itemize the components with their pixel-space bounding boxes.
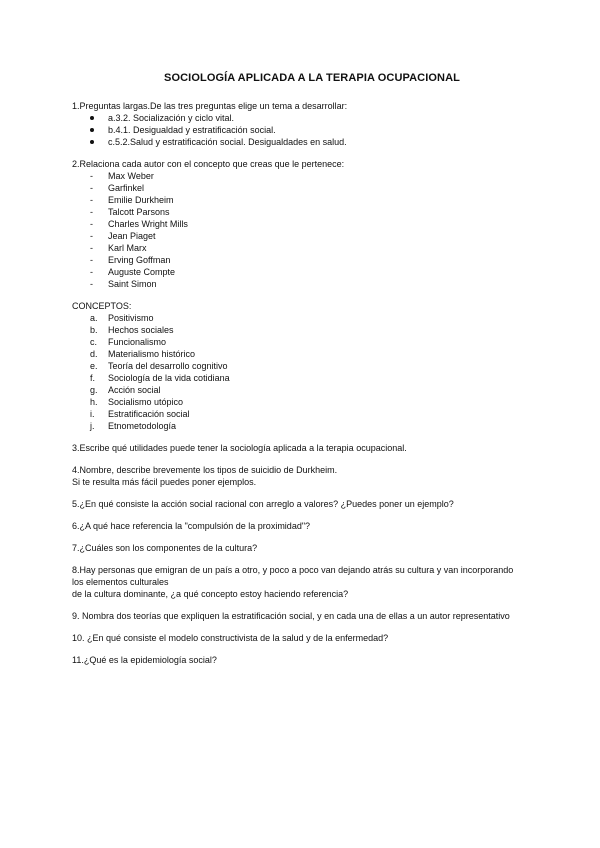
concept-item: g. Acción social <box>90 385 161 395</box>
document-page <box>72 72 542 676</box>
concept-item: c. Funcionalismo <box>90 337 167 347</box>
concepts-heading: CONCEPTOS: <box>72 301 132 311</box>
concept-list <box>72 312 542 432</box>
author-item: - Jean Piaget <box>90 231 156 241</box>
question-2-text: 2.Relaciona cada autor con el concepto que creas que le pertenece: <box>72 159 345 169</box>
bullet-icon <box>90 140 94 144</box>
question-10: 10. ¿En qué consiste el modelo constructivista de la salud y de la enfermedad? <box>72 633 389 643</box>
author-item: - Charles Wright Mills <box>90 219 188 229</box>
author-item: - Emilie Durkheim <box>90 195 174 205</box>
topic-item: a.3.2. Socialización y ciclo vital. <box>90 112 542 124</box>
question-8-line-2: los elementos culturales <box>72 577 169 587</box>
question-1 <box>72 100 542 148</box>
question-4 <box>72 464 542 488</box>
question-11: 11.¿Qué es la epidemiología social? <box>72 655 217 665</box>
author-item: - Auguste Compte <box>90 267 176 277</box>
topic-item: c.5.2.Salud y estratificación social. Desigualdades en salud. <box>90 136 542 148</box>
question-7: 7.¿Cuáles son los componentes de la cultura? <box>72 543 258 553</box>
question-5: 5.¿En qué consiste la acción social racional con arreglo a valores? ¿Puedes poner un ejemplo? <box>72 499 454 509</box>
concept-item: h. Socialismo utópico <box>90 397 184 407</box>
document-title: SOCIOLOGÍA APLICADA A LA TERAPIA OCUPACIONAL <box>164 72 460 84</box>
concept-item: b. Hechos sociales <box>90 325 174 335</box>
concept-item: j. Etnometodología <box>90 421 177 431</box>
question-1-text: 1.Preguntas largas.De las tres preguntas elige un tema a desarrollar: <box>72 101 348 111</box>
bullet-icon <box>90 116 94 120</box>
author-list <box>72 170 542 290</box>
question-3: 3.Escribe qué utilidades puede tener la sociología aplicada a la terapia ocupacional. <box>72 443 407 453</box>
question-4-line-2: Si te resulta más fácil puedes poner ejemplos. <box>72 477 257 487</box>
question-8-line-1: 8.Hay personas que emigran de un país a otro, y poco a poco van dejando atrás su cultura y van incorporando <box>72 565 514 575</box>
topic-item: b.4.1. Desigualdad y estratificación social. <box>90 124 542 136</box>
question-6: 6.¿A qué hace referencia la "compulsión de la proximidad"? <box>72 521 311 531</box>
question-2 <box>72 158 542 290</box>
author-item: - Erving Goffman <box>90 255 171 265</box>
question-8 <box>72 564 542 600</box>
concepts-section <box>72 300 542 432</box>
question-8-line-3: de la cultura dominante, ¿a qué concepto estoy haciendo referencia? <box>72 589 349 599</box>
author-item: - Karl Marx <box>90 243 147 253</box>
author-item: - Max Weber <box>90 171 154 181</box>
question-9: 9. Nombra dos teorías que expliquen la estratificación social, y en cada una de ellas a un autor representativo <box>72 611 510 621</box>
topic-list <box>72 112 542 148</box>
concept-item: a. Positivismo <box>90 313 154 323</box>
question-4-line-1: 4.Nombre, describe brevemente los tipos de suicidio de Durkheim. <box>72 465 338 475</box>
author-item: - Talcott Parsons <box>90 207 170 217</box>
concept-item: f. Sociología de la vida cotidiana <box>90 373 230 383</box>
author-item: - Garfinkel <box>90 183 145 193</box>
author-item: - Saint Simon <box>90 279 157 289</box>
bullet-icon <box>90 128 94 132</box>
concept-item: d. Materialismo histórico <box>90 349 196 359</box>
concept-item: e. Teoría del desarrollo cognitivo <box>90 361 228 371</box>
concept-item: i. Estratificación social <box>90 409 190 419</box>
